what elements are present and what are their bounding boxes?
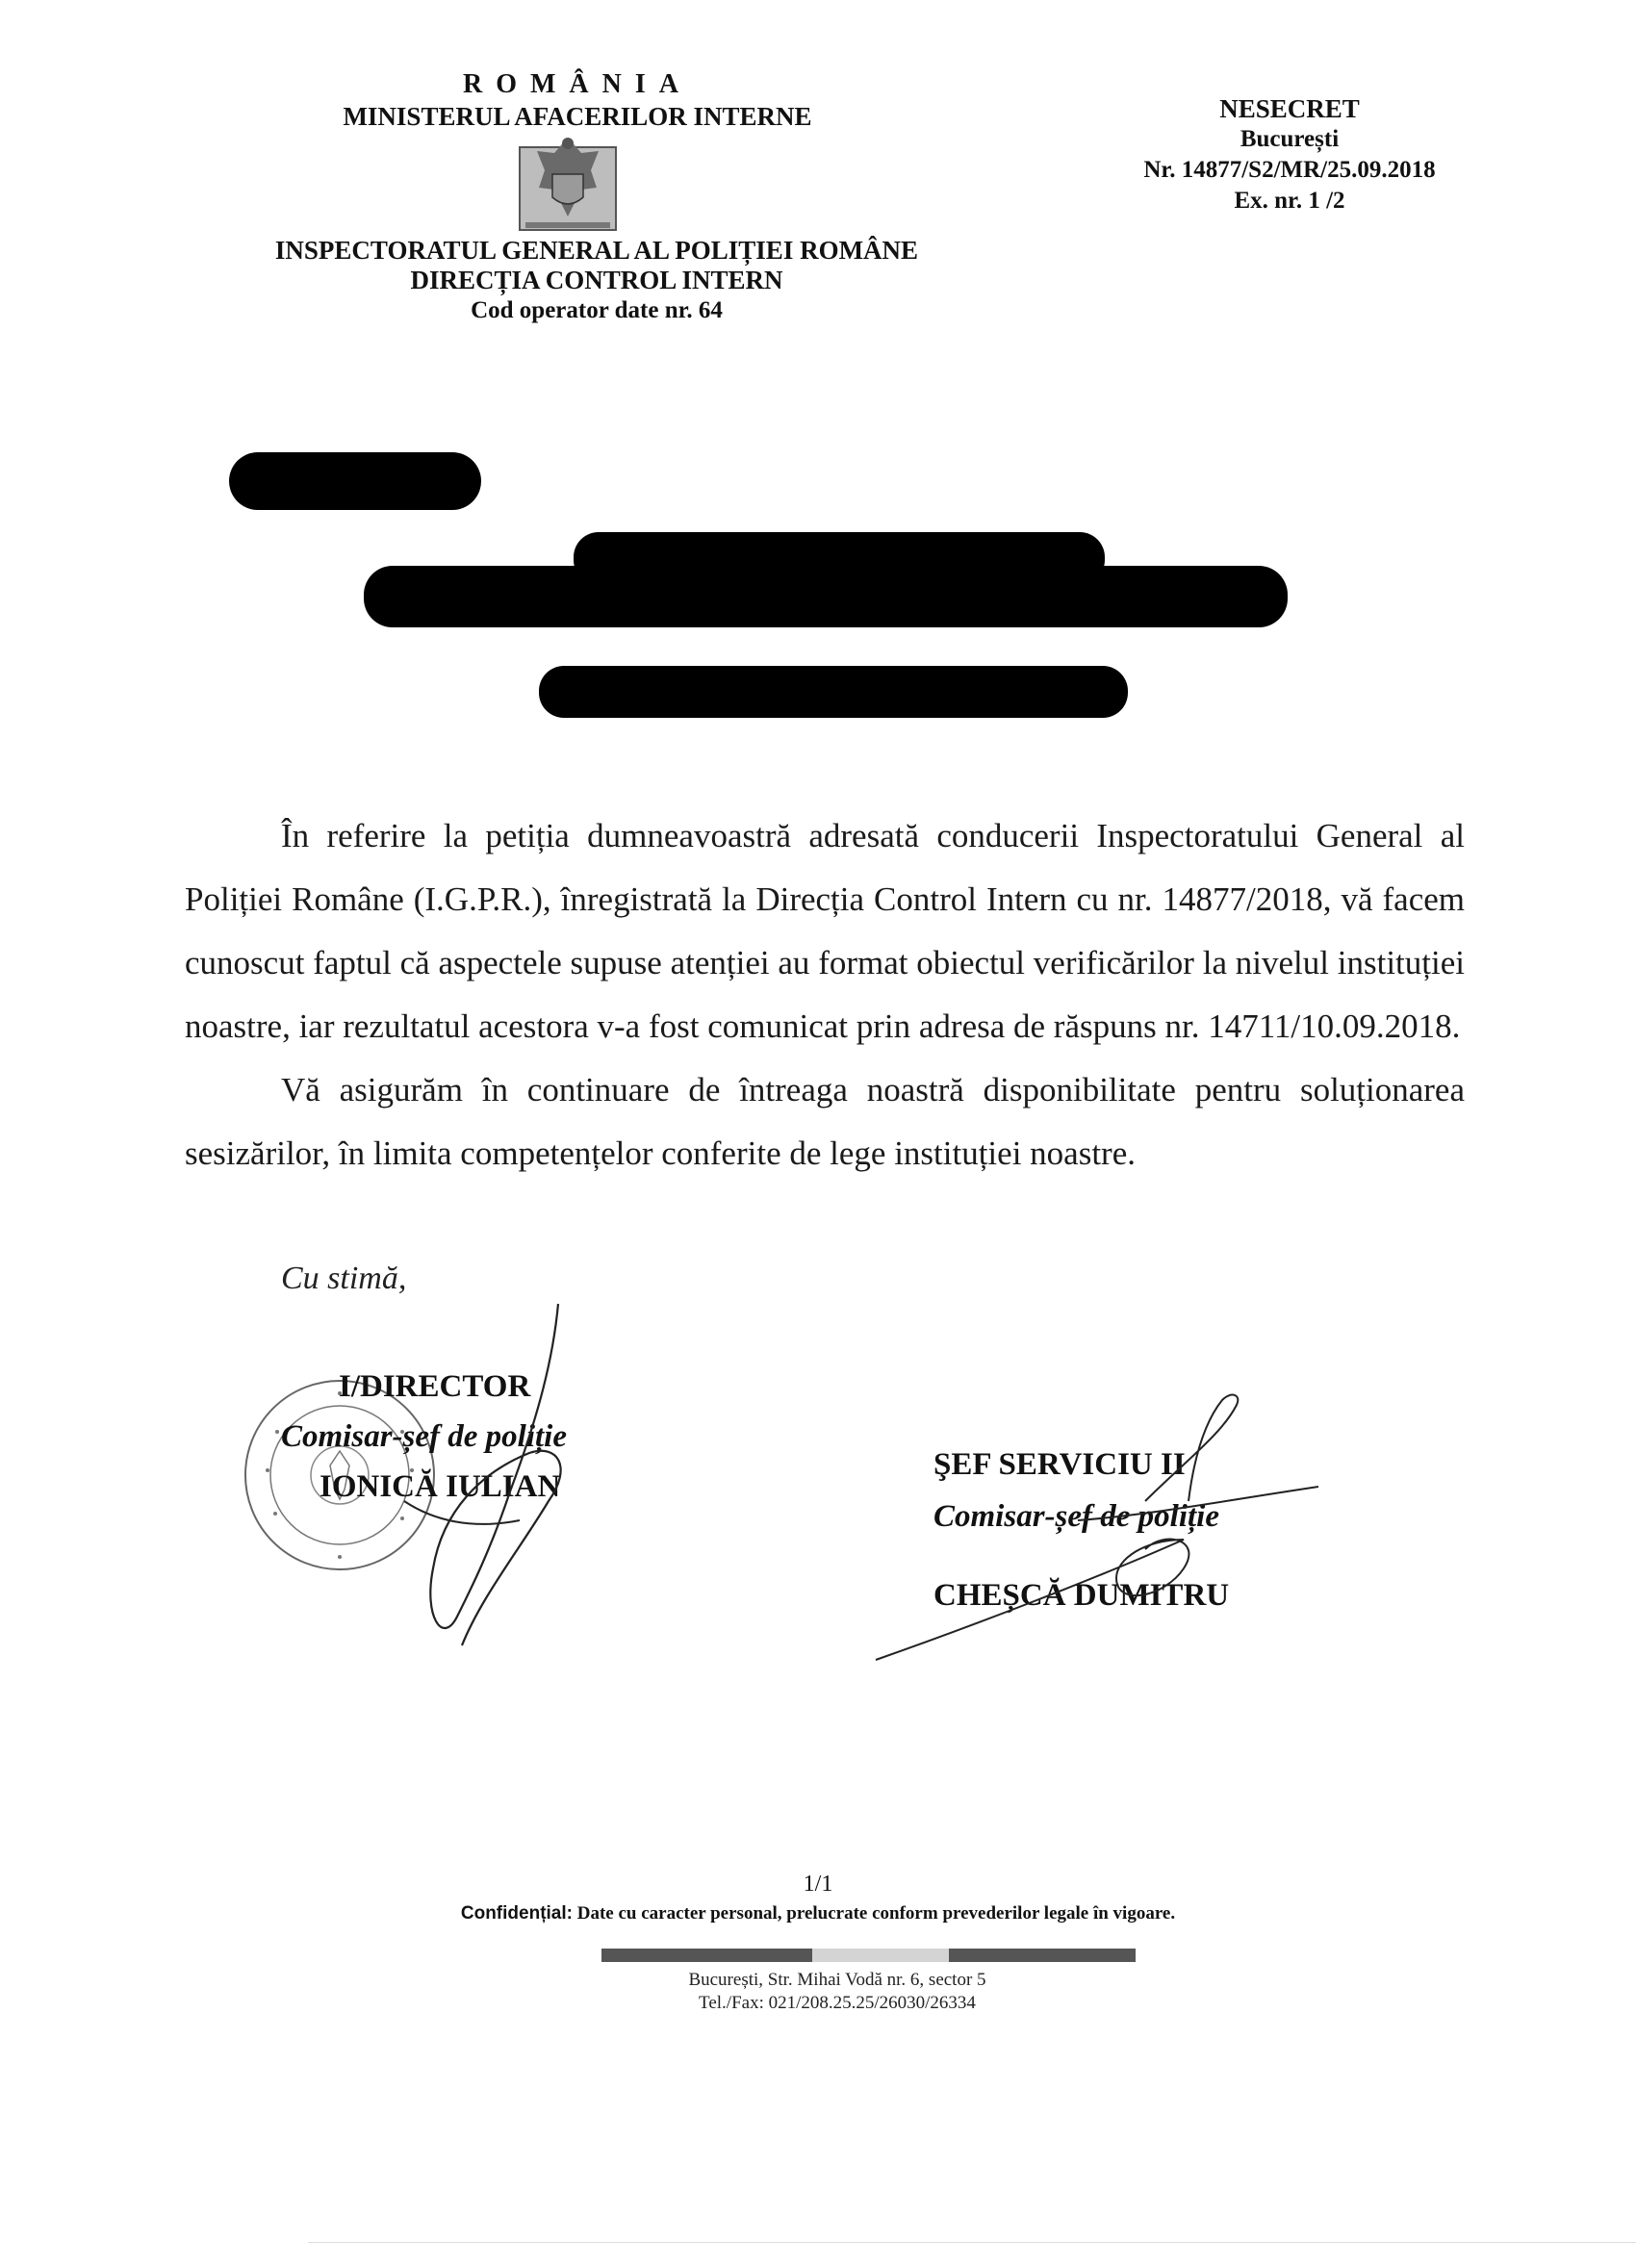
signatory-title: ŞEF SERVICIU II <box>933 1447 1186 1482</box>
confidential-label: Confidențial: <box>460 1903 573 1924</box>
directorate-name: DIRECȚIA CONTROL INTERN <box>410 266 783 294</box>
page-footer <box>289 1872 1347 1924</box>
classification-label: NESECRET <box>1219 94 1360 123</box>
registration-number: Nr. 14877/S2/MR/25.09.2018 <box>1143 157 1436 183</box>
letter-body <box>185 804 1465 1185</box>
handwritten-signature-icon <box>856 1386 1338 1674</box>
body-paragraph: Vă asigurăm în continuare de întreaga noastră disponibilitate pentru soluționarea sesizărilor, în limita competențelor conferite de lege instituției noastre. <box>185 1071 1465 1172</box>
body-paragraph: În referire la petiția dumneavoastră adresată conducerii Inspectoratului General al Poliției Române (I.G.P.R.), înregistrată la Direcția Control Intern cu nr. 14877/2018, vă facem cunoscut faptul că aspectele supuse atenției au format obiectul verificărilor la nivelul instituției noastre, iar rezultatul acestora v-a fost comunicat prin adresa de răspuns nr. 14711/10.09.2018. <box>185 817 1465 1045</box>
contact-block <box>616 1969 1059 2015</box>
signatory-name: CHEȘCĂ DUMITRU <box>933 1578 1230 1613</box>
address: București, Str. Mihai Vodă nr. 6, sector 5 <box>688 1970 986 1990</box>
redaction-bar <box>229 452 481 510</box>
institution-block <box>212 236 982 325</box>
confidentiality-notice <box>289 1903 1347 1924</box>
page-number: 1/1 <box>803 1872 833 1897</box>
confidential-text: Date cu caracter personal, prelucrate conform prevederilor legale în vigoare. <box>576 1903 1176 1924</box>
redaction-bar <box>364 566 1288 627</box>
footer-divider <box>601 1949 1136 1962</box>
scan-edge <box>308 2242 1636 2243</box>
operator-code: Cod operator date nr. 64 <box>471 297 723 323</box>
phone-fax: Tel./Fax: 021/208.25.25/26030/26334 <box>699 1993 976 2013</box>
inspectorate-name: INSPECTORATUL GENERAL AL POLIȚIEI ROMÂNE <box>274 236 919 265</box>
signatory-name: IONICĂ IULIAN <box>320 1469 561 1504</box>
country-name: ROMÂNIA <box>463 69 692 99</box>
copy-number: Ex. nr. 1 /2 <box>1234 188 1345 214</box>
coat-of-arms-icon <box>516 130 620 238</box>
signatory-rank: Comisar-șef de poliție <box>933 1499 1219 1534</box>
city: București <box>1240 126 1340 152</box>
letterhead <box>212 69 943 132</box>
classification-block <box>1078 93 1501 217</box>
redaction-bar <box>539 666 1128 718</box>
closing-salutation: Cu stimă, <box>281 1261 407 1296</box>
ministry-name: MINISTERUL AFACERILOR INTERNE <box>343 102 812 131</box>
handwritten-signature-icon <box>366 1299 597 1665</box>
signatory-title: I/DIRECTOR <box>339 1369 531 1404</box>
signatory-rank: Comisar-șef de poliție <box>281 1419 567 1454</box>
